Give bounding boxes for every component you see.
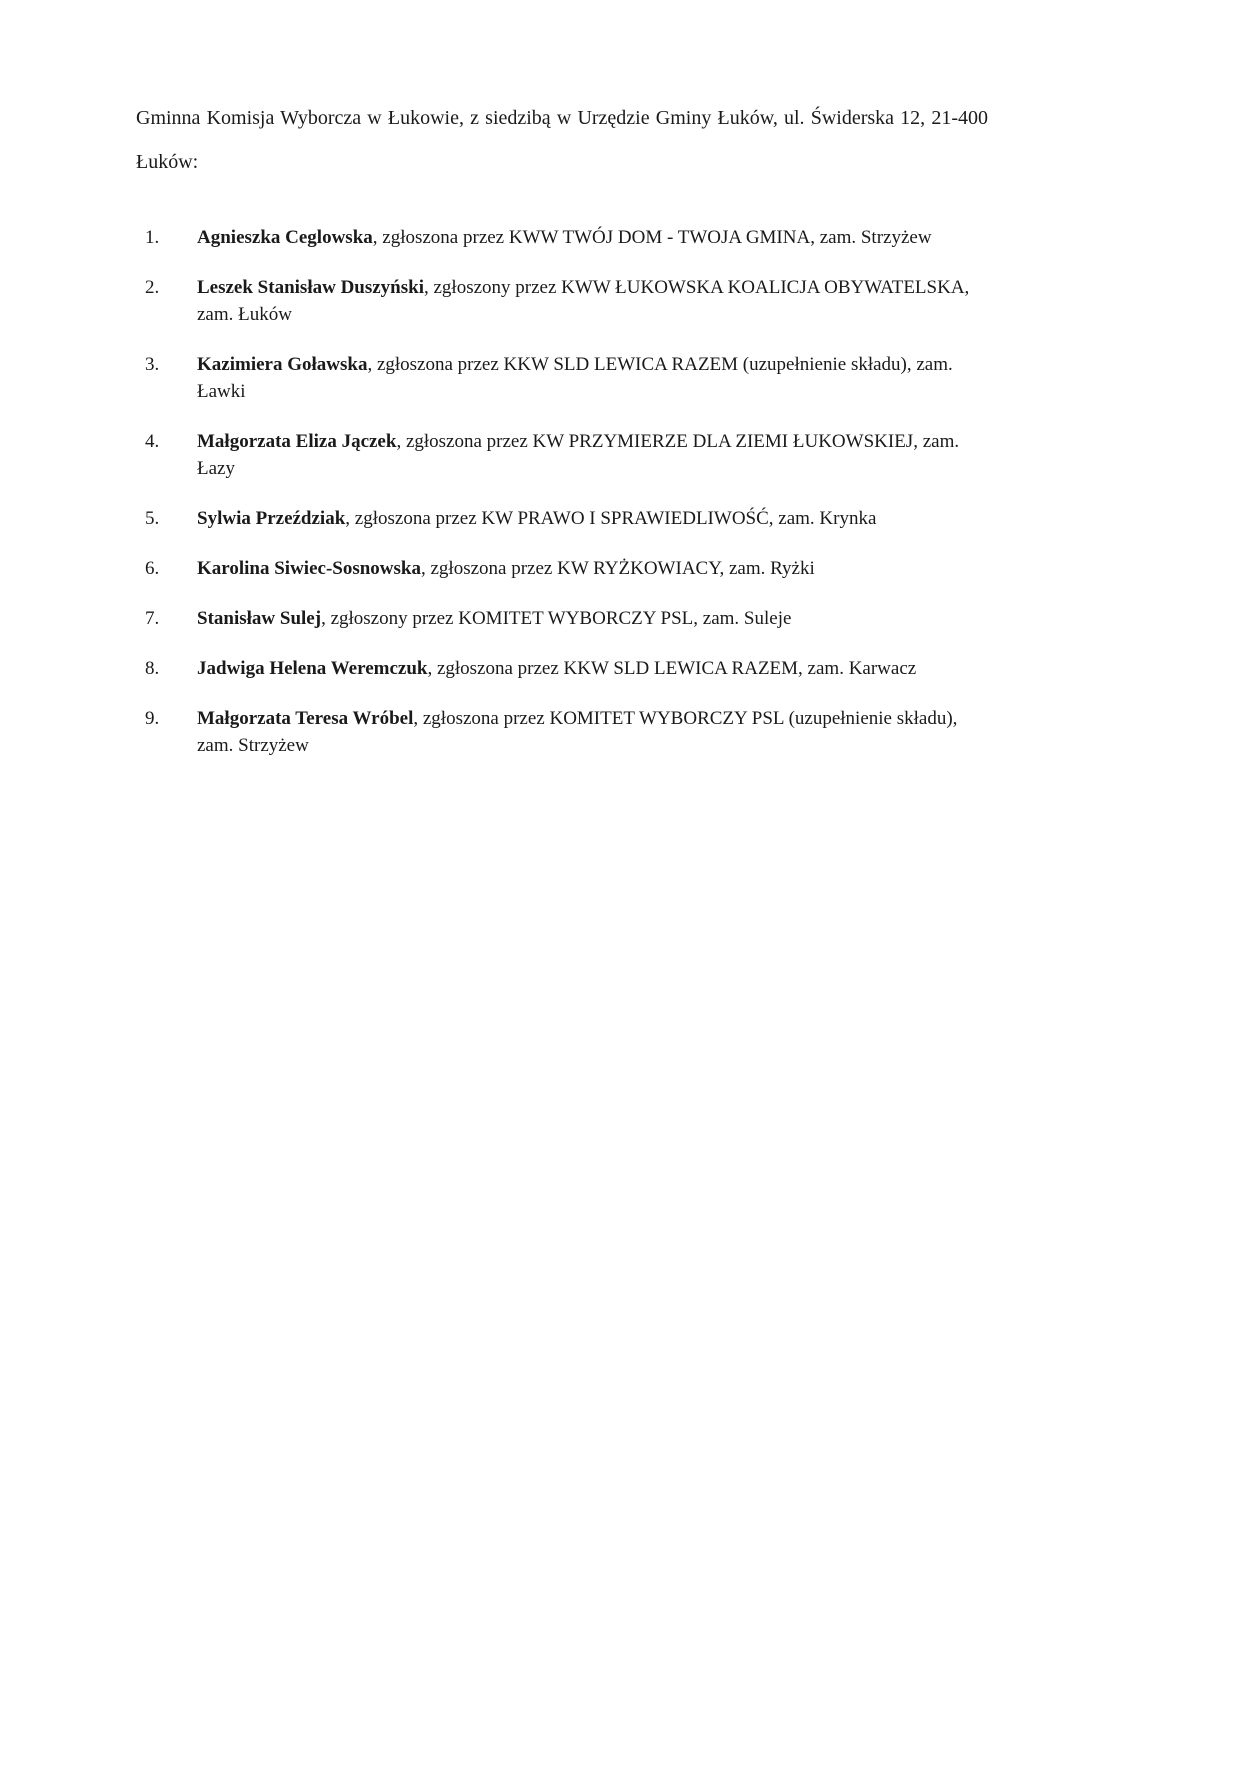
item-text [197, 224, 988, 251]
document-header: Gminna Komisja Wyborcza w Łukowie, z siedzibą w Urzędzie Gminy Łuków, ul. Świderska 12, 21-400 Łuków: [136, 107, 988, 173]
member-name: Jadwiga Helena Weremczuk [197, 658, 428, 679]
list-item [136, 224, 988, 251]
item-number: 8. [145, 658, 160, 679]
item-text [197, 428, 988, 482]
member-details: , zgłoszona przez KKW SLD LEWICA RAZEM, zam. Karwacz [427, 658, 917, 679]
list-item [136, 605, 988, 632]
list-item [136, 274, 988, 328]
member-details: , zgłoszona przez KWW TWÓJ DOM - TWOJA GMINA, zam. Strzyżew [372, 227, 932, 248]
list-item [136, 655, 988, 682]
member-name: Leszek Stanisław Duszyński [197, 277, 424, 298]
item-text [197, 351, 988, 405]
member-name: Małgorzata Teresa Wróbel [197, 708, 414, 729]
member-details: , zgłoszona przez KOMITET WYBORCZY PSL (uzupełnienie składu), zam. Strzyżew [197, 708, 958, 756]
member-details: , zgłoszona przez KW RYŻKOWIACY, zam. Ryżki [421, 558, 815, 579]
member-details: , zgłoszony przez KOMITET WYBORCZY PSL, zam. Suleje [321, 608, 792, 629]
item-number: 2. [145, 277, 160, 298]
member-details: , zgłoszona przez KKW SLD LEWICA RAZEM (uzupełnienie składu), zam. Ławki [197, 354, 953, 402]
member-name: Stanisław Sulej [197, 608, 322, 629]
document-content [136, 96, 988, 759]
item-text [197, 705, 988, 759]
member-name: Karolina Siwiec-Sosnowska [197, 558, 421, 579]
member-name: Kazimiera Goławska [197, 354, 368, 375]
member-details: , zgłoszona przez KW PRAWO I SPRAWIEDLIWOŚĆ, zam. Krynka [345, 508, 877, 529]
item-number: 1. [145, 227, 160, 248]
list-item [136, 505, 988, 532]
member-name: Małgorzata Eliza Jączek [197, 431, 397, 452]
item-text [197, 655, 988, 682]
list-item [136, 555, 988, 582]
list-item [136, 705, 988, 759]
member-name: Agnieszka Ceglowska [197, 227, 373, 248]
member-name: Sylwia Przeździak [197, 508, 346, 529]
member-details: , zgłoszona przez KW PRZYMIERZE DLA ZIEMI ŁUKOWSKIEJ, zam. Łazy [197, 431, 960, 479]
item-text [197, 505, 988, 532]
item-number: 5. [145, 508, 160, 529]
item-number: 9. [145, 708, 160, 729]
item-number: 3. [145, 354, 160, 375]
item-text [197, 555, 988, 582]
member-list [136, 224, 988, 759]
item-text [197, 274, 988, 328]
list-item [136, 428, 988, 482]
item-number: 7. [145, 608, 160, 629]
member-details: , zgłoszony przez KWW ŁUKOWSKA KOALICJA OBYWATELSKA, zam. Łuków [197, 277, 970, 325]
list-item [136, 351, 988, 405]
item-text [197, 605, 988, 632]
item-number: 6. [145, 558, 160, 579]
document-page [0, 0, 1260, 759]
item-number: 4. [145, 431, 160, 452]
